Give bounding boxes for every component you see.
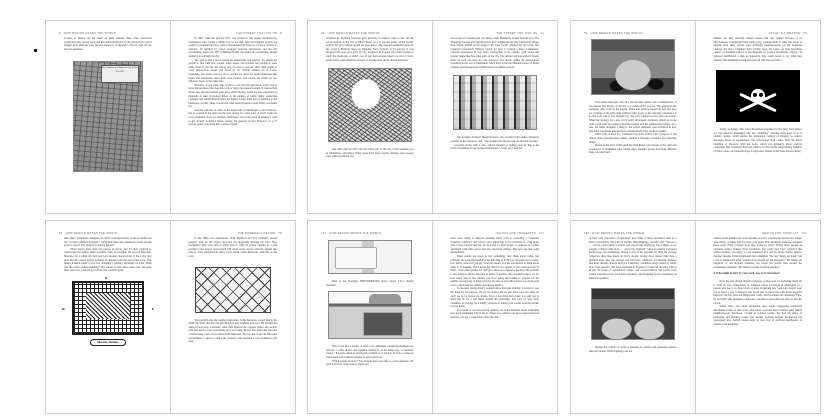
page-left bbox=[46, 21, 171, 213]
page-body: of their own customers. Corporations now think of their customer's time as a kind of externality. The CEO of Netflix, Reed Hastings, recently said, "You get a . . . movie you're dying to watch, and you end up staying up late at night, so we actually compete with sleep . . . and we're winning!" Sleep is actually a national health issue, and technology design is part of the problem. In 1942 the average American slept nine hours. In 2013, despite having more leisure time than a hundred years ago, the average was 6.8 hours. Similarly, it's lifestyle diseases like heart disease, obesity and type 2 diabetes, conditions often caused by habits more than genetics, that have exploded in frequency in the last decades. This is in part the result of convenience culture, and a food industry that profits from selling customers more food than is healthy, and designing food to maximize its addictive qualities. bbox=[589, 237, 677, 280]
page-left bbox=[308, 221, 433, 413]
running-head: 110 HOW DESIGN MAKES THE WORLD bbox=[321, 232, 382, 235]
compass-west: W bbox=[61, 306, 65, 311]
figure-lower-manhattan-map bbox=[328, 68, 412, 142]
page-left bbox=[571, 21, 696, 213]
page-body: switchbacks, breaking from the grid, precisely to make it safer to use. Yet the actual steepest in the city is Filbert Street, at a 31 percent grade, which loyally follows the grid without regard for your knees. The steepest residential street in the world is Baldwin Street in Dunedin, New Zealand, at 35 percent. It was designed this way, on a grid, by city designers in London who didn't bother to study the landscape, or didn't care. If you look around where you live or work, you'll notice some similarly curious, or incompetent, urban design decisions. bbox=[326, 37, 414, 62]
page-body: In the 1880s, two landowners, W.M. Bickford and W.J. Stephens, owned property near an old wagon road that ran diagonally through the area. They formulated their own plan to align with it, with all streets running in a grid parallel to the wagon road (which still exists today, shown with the dashed line below). They imagined an entire town called South Missoula, with this as the core. bbox=[188, 237, 277, 258]
book-spread-6[interactable] bbox=[570, 220, 821, 414]
running-head: STYLE IS A WEAPON 53 bbox=[768, 32, 807, 35]
page-right bbox=[696, 221, 821, 413]
figure-nyc-map: The Commissioners Map of the City of New York 1807 bbox=[73, 61, 143, 172]
page-left bbox=[46, 221, 171, 413]
page-body-continued: Design the conflict is when a situation is created that generates tension between people. When fighting over the bbox=[589, 346, 677, 353]
oven-window bbox=[363, 312, 403, 336]
book-spread-4[interactable] bbox=[45, 220, 296, 414]
page-left bbox=[308, 21, 433, 213]
page-body: what we're trying to improve (making better toast or providing a "complete breakfast solution") and whose we're improving it for (someone in a big home with a large kitchen that has an oven and a coffee maker, or someone in a small apartment with little space and few electrical outlets). But let's put that aside momentarily. When people are about to buy something, they think about value, and primarily the economic kind. For the $20, $40 or $100 you can spend on a toaster, how much value will you get? And the easiest way the one feature to think about value is in quantity. You'd never pay $20 for two apples if you could get four of them, of the same quality, for $10 (yes, these are expensive apples). The problem is that design is hard to measure in terms of quantity. You wouldn't judge a car for how many tires it has (unless you were going off-roading to prepare for the zombie apocalypse) or judge wine by the size of its bottle (unless you crush your car in a ditch and the zombie apocalypse begins). To measure design quality requires more than just looking: you have to use the thing for its purpose. We try on clothes and we test drive cars, but often we don't get to try before we decide. Even a test drive isn't great: you only get to drive the car for a few miles around the dealership. You can't try your daily commute, or packing for a family vacation, or taking your cousin from the market to your home. As a result of our bias toward quantity, we make mistakes about evaluating how good something will be for us. When you compare our two toasters based on features, you get a comparison chart like this: bbox=[450, 237, 539, 320]
page-body-continued: Today, as design critic Alice Rawsthorn explained in the New York Times, we call effective messaging like this "branding." Another term used for it is identity design, which means the intentional crafting of imagery to convey messages about an organization. The term brand itself comes from the literal branding of livestock with hot irons, which was primarily about proving ownership. But eventually this term came to be used in the longstanding tradition of tribal colors, and national flags. Long before pirates in the West started raising bbox=[713, 128, 802, 153]
book-spread-2[interactable] bbox=[307, 20, 558, 214]
running-head: 74 HOW DESIGN MAKES THE WORLD bbox=[59, 232, 118, 235]
book-spread-5[interactable] bbox=[307, 220, 558, 414]
running-head: VALUES AND TRADEOFFS 111 bbox=[496, 232, 544, 235]
page-body-continued: The problem was that another landowner, Judge Knowles, owned land to the north. He didn't like the plan that Bickford and Stephens proposed. He thought the angled roads were a mistake, since they ignored the original routes and section plan that much of the surrounding area was using. But he also didn't like the idea of there being a new town called South Missoula. He was able to get the Missoula government to agree to annex his property, and installed a true rectilinear grid plan. bbox=[188, 318, 277, 344]
page-left bbox=[571, 221, 696, 413]
page-body: themes, but they naturally settled around this one symbol because of its effectiveness. It frightened their future prey, warning them of what was about to happen. And since pirates were primarily businesspeople (of the unethical variety), the more compliant their victims were, the better. As Tom Wareham, curator of maritime history at the Museum of London Docklands, offered, "If [pirates] intimidated a ship on approach, they could board it, get what they wanted with minimum trouble and walk off with the proceeds." bbox=[713, 37, 802, 62]
book-spread-1[interactable] bbox=[45, 20, 296, 214]
page-marker-dot bbox=[34, 49, 37, 52]
section-question-heading: 4. Who might be hurt by your work, now or in the future? bbox=[713, 272, 780, 276]
page-right bbox=[696, 21, 821, 213]
missoula-map-wrapper bbox=[61, 275, 154, 346]
figure-caption: The 1807 plan for NYC left the oldest part of the city, at the southern end of Manhattan, untouched. Other cities have more organic designs, since streets were added gradually and bbox=[326, 148, 414, 159]
page-body: not as part of a master plan. For many, south Manhattan is their favorite part. The diverging avenues and angular streets give neighborhoods like Greenwich Village their charm. Famed urban design critic Jane Jacobs disliked the grid plan. She preferred Greenwich Village's layout for how it created a more community-oriented experience. It was more comfortable to be outside, with wider and greener sidewalks than other parts of the city. The smaller and less uniform blocks done for each one have its own character and charm, unlike the monotonous repetition in the rest of Manhattan. She'd have loved the Hundertwasser of Kuala Lumpur and the laneways in Melbourne for similar reasons. bbox=[450, 37, 539, 69]
griddle-lid bbox=[369, 294, 401, 304]
figure-car-photo bbox=[591, 39, 675, 95]
running-head: DESIGN FOR CONFLICT 137 bbox=[762, 232, 807, 235]
running-head: 8 HOW DESIGN MAKES THE WORLD bbox=[59, 32, 116, 35]
page-body: their ideas. Sometimes designers are hired as design theater, so the powerful can say "we have talented designers," using their fame and reputation to help sell the project, even if that designer is mostly ignored. When there's more than one person in power, and it's their capacity to collaborate that defines what's possible. Take, for example, the town of Missoula, Montana. It's a small city with one very unusual characteristic: it has a city grid plan, but the central grid is oriented 45 degrees from the rest of the town. This makes it much easier to get lost, defeating a primary advantage of grids. What was the urban planner thinking? The answer is that there wasn't just one plan, there were two, each led by factions that couldn't agree. bbox=[64, 237, 152, 273]
running-head: THE POWERFUL DECIDE 75 bbox=[237, 232, 282, 235]
page-body: In 1807, when the grid for NYC was created, it was largely motivated by landowners who wanted a simple way to sell their land. Rectangular parcels are easier for potential buyers to look at and understand. Even so, it took a century of attempts, all derailed by power struggles between landowners and the city government, before the 1807 committee finally succeeded in coordinating enough authority to redesign the city. The grid is also a good system for pedestrians and tourists. It's simple for people to find their way around, since streets and avenues run parallel to each other. Even if you turn the wrong way, it's easy to recover, since right angles at every intersection ensure you never go far without another set of streets reminding you where you are. Grid systems are good for retail businesses like hotels and restaurants, since grids have corners, and corners are visible on two different streets at the same time. However, if you walk, bike or drive a car, the grid guarantees you'll stop at more intersections (this depends on how large the squares formed by intersecting streets are, but most urban grids have small blocks). Grids are also expensive to maintain, at least in modern times, as the number of traffic lights, pedestrian crossings and related infrastructure are higher. Lastly, grids pay no attention to the landscape, so hills, lakes, forests and other natural features aren't easily accounted for. Anyone who has to walk on the steep hills of Pittsburgh or San Francisco has to wonder if the grid was the best design for some parts of town. Grids do create beautiful views on dramatic landscapes, but at the price of making it hard to get around. Lombard Street, among the steepest in San Francisco at a 27 percent grade, was made into a series of tight bbox=[188, 37, 277, 127]
figure-jolly-roger-flag bbox=[716, 70, 800, 122]
page-body: This is not just a toaster. It offers two additional countertop/multipurpose devices, a coffee maker and a griddle, making it, as the name says, "a breakfast station." It seems aimed at solving the problem of "I need to be able to make an entire meal with a limited amount of space and cost." Which toaster is better? You already know that this is a trick question. We need to first do some work to figure out bbox=[326, 345, 414, 367]
running-head: 40 HOW DESIGN MAKES THE WORLD bbox=[321, 32, 380, 35]
toaster-body bbox=[335, 247, 377, 269]
running-head: 136 HOW DESIGN MAKES THE WORLD bbox=[584, 232, 645, 235]
figure-caption: Here is the Nostalgia BSET300RETRO Retro Series 3-in-1 deluxe breakfast. bbox=[326, 280, 414, 287]
page-right bbox=[171, 21, 296, 213]
diagonal-grid bbox=[86, 293, 130, 319]
book-spread-3[interactable] bbox=[570, 20, 821, 214]
page-right bbox=[433, 221, 558, 413]
figure-breakfast-station-photo bbox=[328, 291, 412, 339]
page-right bbox=[433, 21, 558, 213]
page-body-continued: The German architect Hundertwasser, who avoided right angles whenever possible in his creations, said, "The straight line has become an absolute tyranny . . . cowardly drawn with a rule, without thought or feeling; and the line is the rotten foundation of our doomed civilization." I can't say I feel that bbox=[450, 136, 539, 151]
page-body: This means that style can't be a last thought, unless style is unimportant. It also means that design, at its best, is a collaborative process. The engineers and designers who work on the engine, frame and exterior should all feel like they are working on the same team with the same goals, so the customer experience is as that feels like it was designed by one very talented person with one vision. When the strategy for a new car is being developed, designers should be in the same room with the business decision makers and the engineering leaders. As a rule, the better designed a thing is, the earlier designers were involved in how that thing was made, and the more collaboratively they worked together. When style is used in a consistent way that's paired with a purpose, it has effects more profound than simply sending a message. Consider the following image. Pirates in the early 1700s used the Jolly Roger, also known as the skull and crossbones, to intimidate other sailing ships. Initially, pirates had many different flags, all with black bbox=[589, 101, 677, 155]
running-head: 52 HOW DESIGN MAKES THE WORLD bbox=[584, 32, 643, 35]
figure-hundertwasser-photo bbox=[453, 75, 537, 130]
page-body: armrest in the middle seat on an airplane, it's easy to blame the person who bumps your elbow, or slides their foot into your space. But remember, someone designed those seats. What problem were they trying to solve? Fitting more people on airplanes makes airlines more profitable, but could they have achieved this without making you angry at your seatmate? In a talk for Ignite Seattle, interior designer Ronnie Toland explained that sometimes "the tiny things are made 'win or tip to blame each other, instead of the design [or the designer].'" We blame our neighbor, or our airplane seatmate, but forget the people who created the problematic situation. This makes a useful and final question: 4. Who might be hurt by your work, now or in the future? Even the best design impacts someone, perhaps just by excluding them. Or it could be your competition, or someone whose job might be eliminated, or a person who has to do more work or learn something new (and who doesn't want to). Is there a way to improve the world just as much but with fewer negative impacts? Doctors have the Hippocratic Oath, which includes the statement "First, do no harm." But designers, engineers, executives and politicians have to into the crowd. When Waze and other navigation apps began suggesting previously uncommon routes to their users, they never expected they'd disrupt quiet family neighborhoods. Facebook, created to connect people, has had the effect of polarizing and dividing people (yet another problem founder Zuckerberg has apologized for). Airbnb causes rents to rise. Use of artificial intelligence in business and medicine, bbox=[713, 237, 802, 327]
running-head: THE STREET YOU LIVE ON 41 bbox=[496, 32, 544, 35]
figure-missoula-map bbox=[72, 281, 144, 335]
compass-east: E bbox=[151, 306, 154, 311]
figure-airplane-seats-photo bbox=[591, 288, 675, 340]
figure-toaster-photo bbox=[328, 240, 412, 274]
compass-north: N bbox=[104, 275, 107, 280]
running-head: THE STREET YOU LIVE ON 9 bbox=[236, 32, 282, 35]
figure-diagonal-grid-diagram bbox=[195, 267, 271, 313]
page-body: London or Venice, are not based on grids. Instead, these cities developed organically into curved roads and non-uniform layouts. Is the grid system a good design? As is often the case, the best answer is "it depends"—that is, until we can ask our questions. bbox=[64, 37, 152, 51]
map-label: Missoula, Montana bbox=[90, 339, 126, 346]
page-right bbox=[171, 221, 296, 413]
skull-icon bbox=[751, 89, 765, 102]
